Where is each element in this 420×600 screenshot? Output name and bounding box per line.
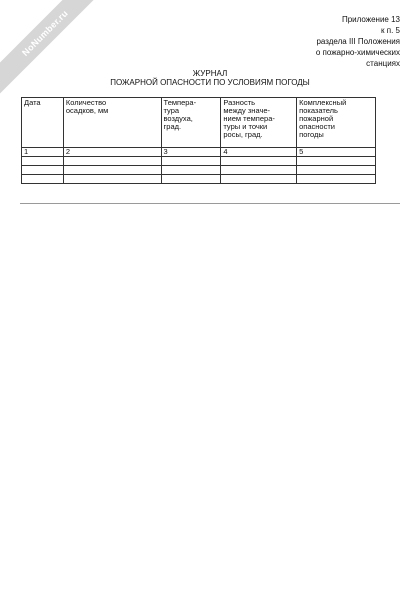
header-text: тура xyxy=(163,106,180,115)
table-cell xyxy=(297,157,376,166)
header-text: Комплексный xyxy=(299,98,347,107)
table-cell xyxy=(161,157,221,166)
table-cell xyxy=(161,175,221,184)
table-cell xyxy=(22,157,64,166)
title-line-2: ПОЖАРНОЙ ОПАСНОСТИ ПО УСЛОВИЯМ ПОГОДЫ xyxy=(110,78,310,87)
table-cell xyxy=(221,175,297,184)
table-cell xyxy=(63,175,161,184)
table-cell xyxy=(161,166,221,175)
table-cell xyxy=(22,166,64,175)
column-number: 4 xyxy=(221,148,297,157)
appendix-line: Приложение 13 xyxy=(341,15,400,24)
appendix-line: к п. 5 xyxy=(381,26,400,35)
header-text: опасности xyxy=(299,122,335,131)
table-cell xyxy=(22,175,64,184)
header-fire-danger-index xyxy=(297,98,376,148)
column-number: 5 xyxy=(297,148,376,157)
header-precipitation xyxy=(63,98,161,148)
table-cell xyxy=(297,175,376,184)
table-cell xyxy=(221,166,297,175)
table-cell xyxy=(221,157,297,166)
column-number: 1 xyxy=(22,148,64,157)
header-text: между значе- xyxy=(223,106,271,115)
header-date xyxy=(22,98,64,148)
column-number: 2 xyxy=(63,148,161,157)
header-text: Количество xyxy=(65,98,107,107)
empty-row xyxy=(22,157,376,166)
table-header-row xyxy=(22,98,376,148)
empty-row xyxy=(22,175,376,184)
column-number: 3 xyxy=(161,148,221,157)
document-title xyxy=(0,69,420,87)
header-text: пожарной xyxy=(299,114,334,123)
table-cell xyxy=(63,157,161,166)
appendix-line: станциях xyxy=(366,59,400,68)
table-cell xyxy=(63,166,161,175)
header-text: росы, град. xyxy=(223,130,263,139)
header-text: нием темпера- xyxy=(223,114,275,123)
watermark: NoNumber.ru xyxy=(0,0,106,94)
header-text: Дата xyxy=(24,98,41,107)
header-dewpoint-difference xyxy=(221,98,297,148)
appendix-line: о пожарно-химических xyxy=(315,48,400,57)
column-number-row xyxy=(22,148,376,157)
appendix-note xyxy=(270,14,400,69)
header-text: показатель xyxy=(299,106,338,115)
header-text: туры и точки xyxy=(223,122,268,131)
header-text: осадков, мм xyxy=(65,106,109,115)
table-cell xyxy=(297,166,376,175)
header-text: погоды xyxy=(299,130,324,139)
header-text: Темпера- xyxy=(163,98,197,107)
page-divider xyxy=(20,203,400,204)
title-line-1: ЖУРНАЛ xyxy=(192,69,228,78)
header-text: воздуха, xyxy=(163,114,193,123)
header-text: Разность xyxy=(223,98,256,107)
header-text: град. xyxy=(163,122,182,131)
appendix-line: раздела III Положения xyxy=(316,37,400,46)
empty-row xyxy=(22,166,376,175)
journal-table xyxy=(21,97,376,184)
header-air-temperature xyxy=(161,98,221,148)
